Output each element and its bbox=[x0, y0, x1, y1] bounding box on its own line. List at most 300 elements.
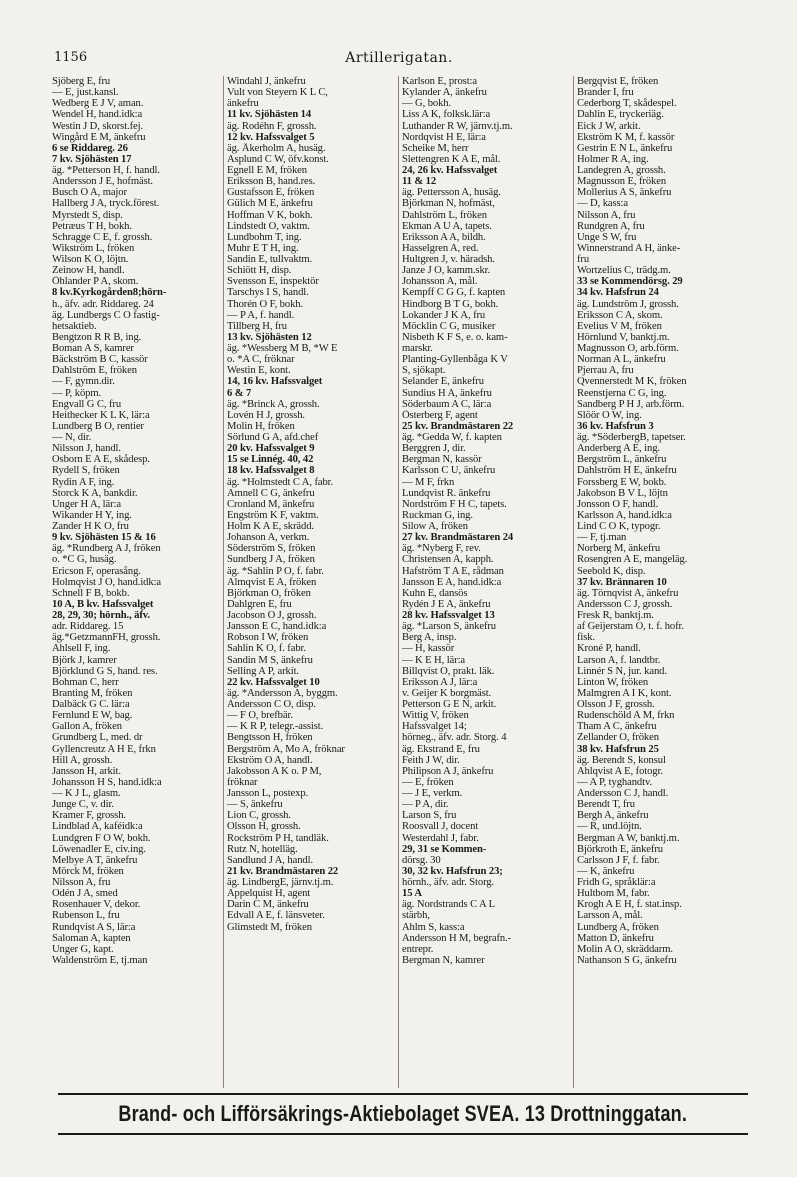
directory-entry: Wittig V, fröken bbox=[402, 710, 469, 722]
directory-entry: Möcklin C G, musiker bbox=[402, 320, 496, 332]
directory-entry: Westin E, kont. bbox=[227, 365, 291, 377]
directory-entry: Björkroth E, änkefru bbox=[577, 843, 663, 855]
directory-entry: Linton W, fröken bbox=[577, 676, 649, 688]
directory-entry: 28 kv. Hafssvalget 13 bbox=[402, 610, 495, 621]
directory-entry: adr. Riddareg. 15 bbox=[52, 621, 124, 633]
directory-entry: äg. Pettersson A, husäg. bbox=[402, 187, 501, 199]
directory-entry: — F, tj.man bbox=[577, 532, 627, 544]
directory-entry: 14, 16 kv. Hafssvalget bbox=[227, 376, 323, 388]
directory-entry: Söderbaum A C, lär:a bbox=[402, 398, 492, 410]
directory-entry: Johanson A, verkm. bbox=[227, 532, 310, 544]
directory-entry: Tillberg H, fru bbox=[227, 320, 288, 332]
directory-entry: Hallberg J A, tryck.förest. bbox=[52, 198, 160, 210]
directory-entry: Dahlström H E, änkefru bbox=[577, 465, 677, 477]
directory-entry: äg. *Larson S, änkefru bbox=[402, 621, 496, 633]
directory-entry: hörneg., äfv. adr. Storg. 4 bbox=[402, 732, 507, 744]
directory-entry: 15 A bbox=[402, 888, 422, 900]
directory-entry: Rydell S, fröken bbox=[52, 465, 120, 477]
directory-entry: Eriksson A A, bildh. bbox=[402, 231, 486, 243]
directory-entry: af Geijerstam O, t. f. hofr. bbox=[577, 621, 684, 633]
directory-entry: Holmqvist J O, hand.idk:a bbox=[52, 576, 162, 588]
directory-entry: Bergman A W, banktj.m. bbox=[577, 832, 680, 844]
directory-entry: 30, 32 kv. Hafsfrun 23; bbox=[402, 865, 503, 877]
directory-entry: Larson A, f. landtbr. bbox=[577, 654, 661, 666]
directory-entry: Schiött H, disp. bbox=[227, 265, 292, 277]
directory-entry: Lundgren F O W, bokh. bbox=[52, 832, 151, 844]
directory-entry: Hafssvalget 14; bbox=[402, 721, 467, 733]
directory-entry: 12 kv. Hafssvalget 5 bbox=[227, 131, 315, 143]
directory-entry: Feith J W, dir. bbox=[402, 754, 460, 766]
directory-entry: Bergman N, kamrer bbox=[402, 954, 485, 966]
directory-entry: äg. *Wessberg M B, *W E bbox=[227, 343, 338, 354]
directory-entry: Wikander H Y, ing. bbox=[52, 509, 132, 521]
directory-entry: äg. Lundbergs C O fastig- bbox=[52, 309, 160, 321]
directory-entry: äg. Nordstrands C A L bbox=[402, 899, 495, 911]
directory-entry: Berendt T, fru bbox=[577, 799, 635, 811]
directory-entry: äg. Ekstrand E, fru bbox=[402, 743, 480, 755]
directory-entry: Engvall G C, fru bbox=[52, 398, 122, 410]
directory-entry: 24, 26 kv. Hafssvalget bbox=[402, 165, 498, 176]
directory-entry: Bergström L, änkefru bbox=[577, 454, 667, 466]
directory-entry: hetsaktieb. bbox=[52, 320, 97, 332]
directory-entry: Vult von Steyern K L C, bbox=[227, 87, 328, 99]
directory-entry: 11 & 12 bbox=[402, 176, 437, 188]
directory-entry: Windahl J, änkefru bbox=[227, 76, 306, 87]
directory-entry: Silow A, fröken bbox=[402, 521, 468, 532]
directory-entry: äg. Rodéhn F, grossh. bbox=[227, 120, 317, 132]
directory-entry: — P A, dir. bbox=[402, 799, 449, 811]
directory-entry: Bergqvist E, fröken bbox=[577, 76, 659, 87]
column-2 bbox=[223, 76, 398, 1088]
directory-entry: Fridh G, språklär:a bbox=[577, 877, 656, 888]
directory-entry: äg. *Andersson A, byggm. bbox=[227, 687, 338, 699]
page-number: 1156 bbox=[54, 50, 88, 65]
directory-entry: Ericson F, operasång. bbox=[52, 565, 141, 577]
directory-entry: äg. *Petterson H, f. handl. bbox=[52, 165, 160, 176]
directory-entry: Bengtsson H, fröken bbox=[227, 732, 313, 744]
directory-entry: — P A, f. handl. bbox=[227, 309, 295, 321]
directory-entry: Lindblad A, kaféidk:a bbox=[52, 821, 143, 833]
directory-entry: 13 kv. Sjöhästen 12 bbox=[227, 331, 312, 343]
directory-entry: — D, kass:a bbox=[577, 198, 628, 210]
directory-entry: 15 se Linnég. 40, 42 bbox=[227, 454, 314, 466]
directory-entry: Boman A S, kamrer bbox=[52, 343, 134, 354]
directory-entry: Rubenson L, fru bbox=[52, 910, 120, 922]
directory-entry: Luthander R W, järnv.tj.m. bbox=[402, 120, 513, 132]
directory-entry: Magnusson O, arb.förm. bbox=[577, 343, 679, 354]
directory-entry: Anderberg A E, ing. bbox=[577, 443, 660, 455]
column-3 bbox=[398, 76, 573, 1088]
directory-entry: Seebold K, disp. bbox=[577, 565, 646, 577]
directory-entry: äg. Åkerholm A, husäg. bbox=[227, 142, 326, 154]
directory-entry: Dahlgren E, fru bbox=[227, 598, 292, 610]
directory-entry: Petræus T H, bokh. bbox=[52, 220, 132, 232]
directory-entry: äg. Berendt S, konsul bbox=[577, 754, 666, 766]
directory-entry: Qvennerstedt M K, fröken bbox=[577, 376, 687, 388]
directory-entry: Brander I, fru bbox=[577, 87, 634, 99]
directory-entry: — F O, brefbär. bbox=[227, 710, 293, 722]
directory-entry: Appelquist H, agent bbox=[227, 888, 311, 900]
directory-entry: Rockström P H, tandläk. bbox=[227, 832, 329, 844]
directory-entry: Rundqvist A S, lär:a bbox=[52, 921, 136, 933]
directory-entry: Ahlqvist A E, fotogr. bbox=[577, 765, 663, 777]
directory-entry: Westin J D, skorst.fej. bbox=[52, 120, 144, 132]
directory-entry: Cronland M, änkefru bbox=[227, 498, 315, 510]
directory-entry: Lundqvist R. änkefru bbox=[402, 487, 491, 499]
directory-entry: Unger G, kapt. bbox=[52, 943, 114, 955]
directory-entry: Dahlin E, tryckeriäg. bbox=[577, 109, 664, 121]
directory-entry: Liss A K, folksk.lär:a bbox=[402, 109, 491, 121]
directory-entry: Philipson A J, änkefru bbox=[402, 765, 494, 777]
directory-entry: Sundius H A, änkefru bbox=[402, 387, 492, 399]
directory-entry: Nordström F H C, tapets. bbox=[402, 498, 507, 510]
directory-entry: Wortzelius C, trädg.m. bbox=[577, 265, 671, 277]
directory-entry: Hultgren J, v. häradsh. bbox=[402, 254, 495, 265]
page-header bbox=[54, 50, 744, 68]
directory-entry: Krogh A E H, f. stat.insp. bbox=[577, 899, 682, 911]
directory-entry: 18 kv. Hafssvalget 8 bbox=[227, 465, 315, 477]
directory-entry: Jakobson B V L, löjtn bbox=[577, 487, 668, 499]
directory-entry: Egnell E M, fröken bbox=[227, 165, 307, 176]
directory-entry: Myrstedt S, disp. bbox=[52, 209, 123, 221]
directory-entry: Löwenadler E, civ.ing. bbox=[52, 843, 146, 855]
directory-entry: Rosengren A E, mangeläg. bbox=[577, 554, 688, 566]
directory-entry: Andersson C O, disp. bbox=[227, 699, 316, 710]
directory-entry: änkefru bbox=[227, 98, 259, 110]
directory-entry: Eriksson C A, skom. bbox=[577, 309, 663, 321]
directory-entry: Pjerrau A, fru bbox=[577, 365, 634, 377]
directory-entry: Andersson J E, hofmäst. bbox=[52, 176, 153, 188]
directory-entry: Ekman A U A, tapets. bbox=[402, 220, 492, 232]
directory-entry: 21 kv. Brandmästaren 22 bbox=[227, 865, 339, 877]
directory-entry: Muhr E T H, ing. bbox=[227, 242, 299, 254]
directory-entry: Öhlander P A, skom. bbox=[52, 276, 139, 288]
directory-entry: Junge C, v. dir. bbox=[52, 799, 114, 811]
directory-entry: Berg A, insp. bbox=[402, 632, 457, 644]
directory-entry: fru bbox=[577, 254, 590, 265]
directory-entry: hörnh., äfv. adr. Storg. bbox=[402, 877, 495, 888]
directory-entry: Asplund C W, öfv.konst. bbox=[227, 153, 329, 165]
directory-entry: Winnerstrand A H, änke- bbox=[577, 242, 681, 254]
directory-entry: — E, fröken bbox=[402, 776, 454, 788]
directory-entry: Darin C M, änkefru bbox=[227, 899, 309, 911]
directory-entry: 7 kv. Sjöhästen 17 bbox=[52, 153, 132, 165]
directory-entry: Bengtzon R R B, ing. bbox=[52, 331, 142, 343]
directory-entry: Gustafsson E, fröken bbox=[227, 187, 315, 199]
directory-entry: Rudenschöld A M, frkn bbox=[577, 710, 675, 722]
directory-entry: Norberg M, änkefru bbox=[577, 543, 661, 555]
directory-entry: 34 kv. Hafsfrun 24 bbox=[577, 287, 659, 299]
directory-entry: Zellander O, fröken bbox=[577, 732, 659, 744]
directory-entry: Unger H A, lär:a bbox=[52, 498, 122, 510]
directory-entry: Billqvist O, prakt. läk. bbox=[402, 665, 495, 677]
directory-entry: Andersson C J, grossh. bbox=[577, 598, 673, 610]
directory-entry: Bergström A, Mo A, fröknar bbox=[227, 743, 345, 755]
directory-entry: 20 kv. Hafssvalget 9 bbox=[227, 443, 315, 455]
footer-advertisement: Brand- och Lifförsäkrings-Aktiebolaget SVEA. 13 Drottninggatan. bbox=[118, 1101, 688, 1126]
directory-entry: Gestrin E N L, änkefru bbox=[577, 142, 673, 154]
directory-entry: äg. Törnqvist A, änkefru bbox=[577, 587, 679, 599]
directory-entry: — M F, frkn bbox=[402, 476, 455, 488]
directory-entry: Hindborg B T G, bokh. bbox=[402, 298, 499, 310]
directory-entry: Thorén O F, bokh. bbox=[227, 298, 304, 310]
directory-entry: Fresk R, banktj.m. bbox=[577, 610, 654, 621]
directory-entry: Dahlström L, fröken bbox=[402, 209, 487, 221]
directory-entry: Scheike M, herr bbox=[402, 142, 469, 154]
directory-entry: — K R P, telegr.-assist. bbox=[227, 721, 324, 733]
directory-entry: Rosenhauer V, dekor. bbox=[52, 899, 141, 911]
directory-entry: — K E H, lär:a bbox=[402, 654, 466, 666]
directory-entry: S, sjökapt. bbox=[402, 365, 446, 377]
directory-entry: Grundberg L, med. dr bbox=[52, 732, 143, 744]
directory-entry: Hasselgren A, red. bbox=[402, 242, 479, 254]
directory-entry: o. *A C, fröknar bbox=[227, 354, 295, 366]
directory-entry: Engström K F, vaktm. bbox=[227, 509, 319, 521]
directory-entry: Nathanson S G, änkefru bbox=[577, 954, 677, 966]
directory-entry: Kempff C G G, f. kapten bbox=[402, 287, 506, 299]
directory-entry: — S, änkefru bbox=[227, 799, 283, 811]
directory-entry: Jansson E A, hand.idk:a bbox=[402, 576, 502, 588]
directory-entry: fisk. bbox=[577, 632, 596, 644]
directory-entry: Eriksson A J, lär:a bbox=[402, 676, 478, 688]
directory-entry: Hafström T A E, rådman bbox=[402, 565, 504, 577]
directory-entry: Eick J W, arkit. bbox=[577, 120, 641, 132]
directory-entry: 11 kv. Sjöhästen 14 bbox=[227, 109, 312, 121]
directory-entry: Jonsson O F, handl. bbox=[577, 498, 659, 510]
directory-entry: Rydin A F, ing. bbox=[52, 476, 115, 488]
directory-entry: äg. *Rundberg A J, fröken bbox=[52, 543, 161, 555]
directory-entry: Björkman N, hofmäst, bbox=[402, 198, 495, 210]
directory-entry: Melbye A T, änkefru bbox=[52, 854, 138, 866]
directory-entry: Malmgren A I K, kont. bbox=[577, 687, 672, 699]
directory-entry: Slettengren K A E, mål. bbox=[402, 153, 501, 165]
directory-entry: äg. *SöderbergB, tapetser. bbox=[577, 432, 686, 443]
directory-entry: Kramer F, grossh. bbox=[52, 810, 126, 822]
directory-entry: Christensen A, kapph. bbox=[402, 554, 494, 566]
directory-entry: Kylander A, änkefru bbox=[402, 87, 487, 99]
directory-entry: Karlsson C U, änkefru bbox=[402, 465, 496, 477]
directory-entry: Selling A P, arkit. bbox=[227, 665, 299, 677]
directory-entry: Bergh A, änkefru bbox=[577, 810, 649, 822]
directory-entry: stärbh, bbox=[402, 910, 430, 922]
directory-entry: Molin A O, skräddarm. bbox=[577, 943, 673, 955]
directory-entry: Storck K A, bankdir. bbox=[52, 487, 138, 499]
directory-entry: Osborn E A E, skådesp. bbox=[52, 454, 150, 466]
directory-entry: Wendel H, hand.idk:a bbox=[52, 109, 143, 121]
directory-entry: 36 kv. Hafsfrun 3 bbox=[577, 420, 654, 432]
directory-entry: Janze J O, kamm.skr. bbox=[402, 265, 491, 277]
directory-entry: v. Geijer K borgmäst. bbox=[402, 687, 492, 699]
directory-entry: Robson I W, fröken bbox=[227, 632, 309, 644]
directory-entry: 9 kv. Sjöhästen 15 & 16 bbox=[52, 532, 156, 544]
directory-entry: Sörlund G A, afd.chef bbox=[227, 432, 319, 443]
directory-entry: Sandlund J A, handl. bbox=[227, 854, 313, 866]
directory-entry: — H, kassör bbox=[402, 643, 455, 655]
directory-entry: Lovén H J, grossh. bbox=[227, 409, 305, 421]
directory-entry: Ekström K M, f. kassör bbox=[577, 131, 675, 143]
directory-entry: Wilson K O, löjtn. bbox=[52, 254, 129, 265]
directory-entry: Eriksson B, hand.res. bbox=[227, 176, 316, 188]
directory-entry: Roosvall J, docent bbox=[402, 821, 479, 833]
directory-entry: Branting M, fröken bbox=[52, 687, 133, 699]
page-title: Artillerigatan. bbox=[345, 50, 453, 66]
directory-entry: Cederborg T, skådespel. bbox=[577, 98, 677, 110]
directory-entry: 8 kv.Kyrkogården8;hörn- bbox=[52, 287, 167, 299]
directory-entry: Schragge C E, f. grossh. bbox=[52, 231, 153, 243]
directory-entry: Mollerius A S, änkefru bbox=[577, 187, 672, 199]
directory-entry: Wingård E M, änkefru bbox=[52, 131, 146, 143]
directory-entry: 37 kv. Brännaren 10 bbox=[577, 576, 667, 588]
directory-entry: Odén J A, smed bbox=[52, 888, 118, 900]
directory-entry: Bergman N, kassör bbox=[402, 454, 482, 466]
directory-entry: Hultbom M, fabr. bbox=[577, 888, 650, 900]
directory-entry: h., äfv. adr. Riddareg. 24 bbox=[52, 298, 154, 310]
directory-entry: 10 A, B kv. Hafssvalget bbox=[52, 598, 154, 610]
directory-entry: Sundberg J A, fröken bbox=[227, 554, 315, 566]
directory-entry: Berggren J, dir. bbox=[402, 443, 466, 455]
directory-entry: Rydén J E A, änkefru bbox=[402, 598, 491, 610]
directory-entry: Westerdahl J, fabr. bbox=[402, 832, 479, 844]
directory-entry: 25 kv. Brandmästaren 22 bbox=[402, 420, 514, 432]
directory-entry: Waldenström E, tj.man bbox=[52, 954, 148, 966]
directory-entry: Andersson H M, begrafn.- bbox=[402, 932, 512, 944]
directory-entry: — E, just.kansl. bbox=[52, 87, 119, 99]
directory-entry: — N, dir. bbox=[52, 432, 92, 443]
directory-entry: Lundbohm T, ing. bbox=[227, 231, 302, 243]
directory-entry: 29, 31 se Kommen- bbox=[402, 843, 487, 855]
directory-entry: Unge S W, fru bbox=[577, 231, 637, 243]
directory-entry: Lundberg B O, rentier bbox=[52, 420, 144, 432]
directory-entry: — K J L, glasm. bbox=[52, 788, 121, 799]
directory-entry: 6 se Riddareg. 26 bbox=[52, 142, 128, 154]
directory-entry: Holm K A E, skrädd. bbox=[227, 521, 314, 532]
directory-entry: Evelius V M, fröken bbox=[577, 320, 662, 332]
directory-entry: — P, köpm. bbox=[52, 387, 102, 399]
directory-entry: Fernlund E W, bag. bbox=[52, 710, 133, 722]
directory-entry: Saloman A, kapten bbox=[52, 932, 131, 944]
directory-entry: Sandin E, tullvaktm. bbox=[227, 254, 313, 265]
directory-entry: Mörck M, fröken bbox=[52, 865, 124, 877]
directory-entry: Sjöberg E, fru bbox=[52, 76, 111, 87]
directory-entry: Molin H, fröken bbox=[227, 420, 295, 432]
directory-entry: Olsson H, grossh. bbox=[227, 821, 301, 833]
directory-entry: Tarschys I S, handl. bbox=[227, 287, 309, 299]
directory-entry: Bäckström B C, kassör bbox=[52, 354, 148, 366]
directory-entry: Zeinow H, handl. bbox=[52, 265, 125, 277]
directory-entry: Bohman C, herr bbox=[52, 676, 119, 688]
directory-entry: Larsson A, mål. bbox=[577, 910, 643, 922]
directory-entry: Söderström S, fröken bbox=[227, 543, 316, 555]
directory-entry: Landegren A, grossh. bbox=[577, 165, 666, 176]
directory-entry: Sandin M S, änkefru bbox=[227, 654, 313, 666]
directory-entry: Jansson L, postexp. bbox=[227, 788, 309, 799]
directory-entry: Björklund G S, hand. res. bbox=[52, 665, 158, 677]
directory-entry: marskr. bbox=[402, 343, 433, 354]
directory-entry: Planting-Gyllenbåga K V bbox=[402, 354, 508, 366]
directory-entry: Jansson H, arkit. bbox=[52, 765, 121, 777]
directory-entry: Tham A C, änkefru bbox=[577, 721, 657, 733]
advertisement-footer bbox=[58, 1093, 748, 1135]
directory-entry: Carlsson J F, f. fabr. bbox=[577, 854, 660, 866]
directory-entry: Gyllencreutz A H E, frkn bbox=[52, 743, 156, 755]
directory-entry: äg. *Gedda W, f. kapten bbox=[402, 432, 502, 443]
directory-entry: äg. *Nyberg F, rev. bbox=[402, 543, 481, 555]
directory-entry: Nilsson A, fru bbox=[52, 877, 111, 888]
directory-entry: Olsson J F, grossh. bbox=[577, 699, 655, 710]
directory-entry: Rundgren A, fru bbox=[577, 220, 645, 232]
column-4 bbox=[573, 76, 748, 1088]
directory-entry: Petterson G E N, arkit. bbox=[402, 699, 497, 710]
directory-entry: 27 kv. Brandmästaren 24 bbox=[402, 532, 514, 544]
directory-entry: Nilsson J, handl. bbox=[52, 443, 121, 455]
directory-entry: äg. LindbergE, järnv.tj.m. bbox=[227, 877, 334, 888]
directory-entry: Nilsson A, fru bbox=[577, 209, 636, 221]
directory-entry: Hörnlund V, banktj.m. bbox=[577, 331, 670, 343]
directory-entry: Larson S, fru bbox=[402, 810, 457, 822]
directory-entry: Dalbäck G C. lär:a bbox=[52, 699, 130, 710]
directory-entry: Busch O A, major bbox=[52, 187, 127, 199]
directory-entry: Ekström O A, handl. bbox=[227, 754, 313, 766]
directory-entry: Reenstjerna C G, ing. bbox=[577, 387, 667, 399]
directory-entry: Jakobsson A K o. P M, bbox=[227, 765, 322, 777]
directory-entry: — R, und.löjtn. bbox=[577, 821, 642, 833]
directory-entry: äg.*GetzmannFH, grossh. bbox=[52, 632, 161, 644]
directory-entry: Linnér S N, jur. kand. bbox=[577, 665, 667, 677]
directory-entry: Schnell F B, bokb. bbox=[52, 587, 130, 599]
directory-entry: äg. *Sahlin P O, f. fabr. bbox=[227, 565, 324, 577]
directory-entry: äg. Lundström J, grossh. bbox=[577, 298, 679, 310]
directory-entry: Lokander J K A, fru bbox=[402, 309, 486, 321]
directory-entry: 38 kv. Hafsfrun 25 bbox=[577, 743, 659, 755]
column-1 bbox=[52, 76, 223, 1088]
directory-entry: Lundberg A, fröken bbox=[577, 921, 659, 933]
directory-entry: Forssberg E W, bokb. bbox=[577, 476, 667, 488]
directory-entry: 33 se Kommendörsg. 29 bbox=[577, 276, 683, 288]
directory-entry: Matton D, änkefru bbox=[577, 932, 654, 944]
directory-entry: Kuhn E, dansös bbox=[402, 587, 468, 599]
directory-entry: Selander E, änkefru bbox=[402, 376, 484, 388]
directory-entry: Ahlsell F, ing. bbox=[52, 643, 111, 655]
directory-entry: äg. *Holmstedt C A, fabr. bbox=[227, 476, 334, 488]
directory-entry: Dahlström E, fröken bbox=[52, 365, 137, 377]
directory-entry: — F, gymn.dir. bbox=[52, 376, 115, 388]
directory-entry: 28, 29, 30; hörnh., äfv. bbox=[52, 610, 150, 621]
directory-entry: Jacobson O J, grossh. bbox=[227, 610, 317, 621]
directory-entry: Heithecker K L K, lär:a bbox=[52, 409, 150, 421]
directory-entry: Karlson E, prost:a bbox=[402, 76, 477, 87]
directory-entry: Nordqvist H E, lär:a bbox=[402, 131, 486, 143]
directory-entry: Amnell C G, änkefru bbox=[227, 487, 315, 499]
directory-entry: Slöör O W, ing. bbox=[577, 409, 642, 421]
directory-entry: Rutz N, hotelläg. bbox=[227, 843, 298, 855]
directory-entry: — K, änkefru bbox=[577, 865, 635, 877]
directory-entry: Sandberg P H J, arb.förm. bbox=[577, 398, 685, 410]
directory-entry: Ruckman G, ing. bbox=[402, 509, 473, 521]
directory-entry: äg. *Brinck A, grossh. bbox=[227, 398, 320, 410]
directory-entry: — G, bokh. bbox=[402, 98, 452, 110]
directory-entry: Andersson C J, handl. bbox=[577, 788, 669, 799]
directory-entry: Ahlm S, kass:a bbox=[402, 921, 465, 933]
directory-entry: — J E, verkm. bbox=[402, 788, 463, 799]
directory-entry: Österberg F, agent bbox=[402, 409, 478, 421]
directory-entry: Norman A L, änkefru bbox=[577, 354, 666, 366]
directory-entry: Gülich M E, änkefru bbox=[227, 198, 313, 210]
directory-entry: Wedberg E J V, aman. bbox=[52, 98, 144, 110]
directory-entry: Zander H K O, fru bbox=[52, 521, 129, 532]
directory-entry: Edvall A E, f. länsveter. bbox=[227, 910, 325, 922]
directory-entry: Nisbeth K F S, e. o. kam- bbox=[402, 331, 508, 343]
directory-entry: Gallon A, fröken bbox=[52, 721, 122, 733]
